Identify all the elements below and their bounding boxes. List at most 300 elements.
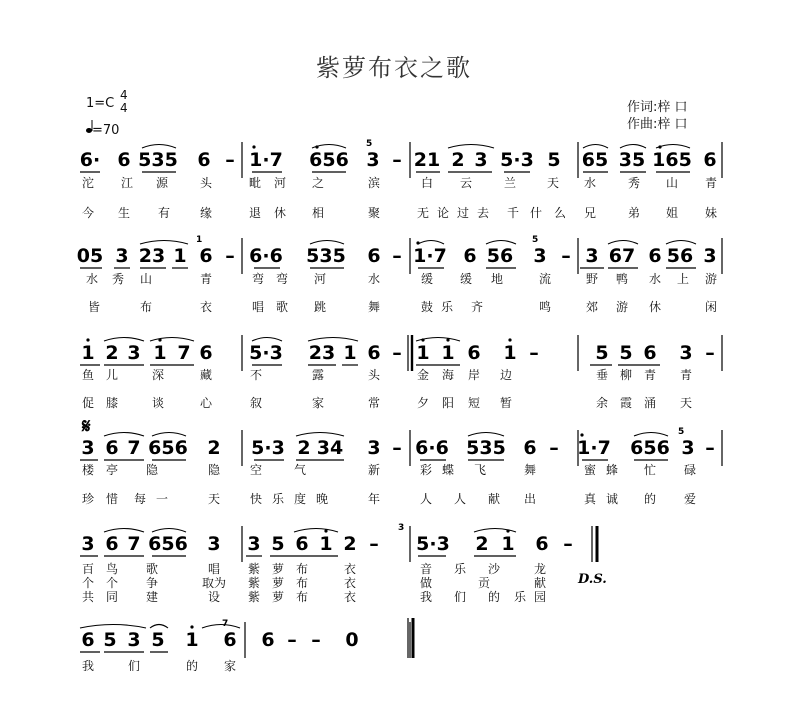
- note-2-11: 1: [416, 342, 430, 364]
- lyric-4-lyrics3-10: 的: [487, 590, 501, 604]
- note-3-12: 6: [523, 437, 537, 459]
- lyric-1-lyrics1-2: 山: [139, 272, 153, 286]
- note-3-11: 535: [466, 437, 506, 459]
- lyric-1-lyrics1-7: 水: [367, 272, 381, 286]
- lyric-1-lyrics1-8: 缓: [420, 272, 434, 286]
- note-0-6: 656: [309, 149, 349, 171]
- note-1-11: 6: [463, 245, 477, 267]
- note-3-0: 3: [81, 437, 95, 459]
- slur-1-4: [608, 241, 638, 245]
- note-2-20: –: [705, 342, 715, 364]
- note-4-0: 3: [81, 533, 95, 555]
- lyric-3-lyrics1-14: 碌: [683, 463, 697, 477]
- note-2-16: 5: [595, 342, 609, 364]
- lyric-4-lyrics3-0: 共: [81, 590, 95, 604]
- dal-segno-marking: D.S.: [578, 572, 607, 587]
- lyric-4-lyrics2-3: 取为: [201, 576, 227, 590]
- note-2-15: –: [529, 342, 539, 364]
- lyric-3-lyrics2-15: 诚: [605, 492, 619, 506]
- lyric-4-lyrics1-0: 百: [81, 562, 95, 576]
- lyric-2-lyrics2-1: 膝: [105, 396, 119, 410]
- lyric-2-lyrics1-8: 海: [441, 368, 455, 382]
- grace-note-2: 5: [532, 235, 539, 245]
- slur-1-0: [140, 241, 188, 245]
- lyric-1-lyrics1-12: 野: [585, 272, 599, 286]
- lyric-3-lyrics2-11: 人: [453, 492, 467, 506]
- lyric-1-lyrics2-14: 闲: [704, 300, 718, 314]
- lyric-1-lyrics2-3: 唱: [251, 300, 265, 314]
- note-0-14: 65: [581, 149, 609, 171]
- note-0-13: 5: [547, 149, 561, 171]
- slur-0-3: [583, 145, 608, 149]
- note-0-5: 1·7: [249, 149, 283, 171]
- note-3-17: –: [705, 437, 715, 459]
- lyric-3-lyrics1-3: 隐: [207, 463, 221, 477]
- note-1-6: 6·6: [249, 245, 283, 267]
- slur-3-2: [296, 433, 344, 437]
- note-5-4: 1: [185, 629, 199, 651]
- lyric-3-lyrics1-12: 蜂: [605, 463, 619, 477]
- note-1-3: 1: [173, 245, 187, 267]
- note-1-12: 56: [486, 245, 514, 267]
- composer-credit: 作曲:梓 口: [627, 117, 688, 132]
- lyric-1-lyrics1-13: 鸭: [615, 272, 629, 286]
- lyric-4-lyrics2-8: 做: [419, 576, 433, 590]
- note-1-4: 6: [199, 245, 213, 267]
- octave-dot-2: [658, 145, 661, 148]
- octave-dot-9: [580, 433, 583, 436]
- note-1-14: –: [561, 245, 571, 267]
- lyric-4-lyrics2-4: 紫: [247, 576, 261, 590]
- song-title: 紫萝布衣之歌: [316, 54, 472, 82]
- octave-dot-5: [158, 338, 161, 341]
- note-0-11: 3: [474, 149, 488, 171]
- lyric-0-lyrics2-4: 退: [248, 206, 262, 220]
- lyric-1-lyrics2-4: 歌: [275, 300, 289, 314]
- lyric-0-lyrics1-14: 山: [665, 176, 679, 190]
- lyric-1-lyrics2-12: 游: [615, 300, 629, 314]
- lyric-0-lyrics1-4: 毗: [248, 176, 262, 190]
- lyric-1-lyrics1-11: 流: [538, 272, 552, 286]
- note-4-13: 1: [501, 533, 515, 555]
- lyric-0-lyrics1-1: 江: [120, 176, 134, 190]
- slur-0-0: [142, 145, 176, 149]
- lyric-2-lyrics2-5: 家: [311, 396, 325, 410]
- lyric-1-lyrics2-13: 休: [648, 300, 662, 314]
- lyric-0-lyrics2-18: 妹: [704, 206, 718, 220]
- lyric-5-lyrics1-2: 的: [185, 659, 199, 673]
- lyric-2-lyrics2-12: 霞: [619, 396, 633, 410]
- slur-1-3: [486, 241, 516, 245]
- lyric-4-lyrics2-7: 衣: [343, 576, 357, 590]
- note-0-12: 5·3: [500, 149, 534, 171]
- lyric-1-lyrics1-14: 水: [648, 272, 662, 286]
- note-5-5: 6: [223, 629, 237, 651]
- note-3-7: 34: [316, 437, 344, 459]
- lyric-2-lyrics1-7: 金: [416, 368, 430, 382]
- segno-symbol: 𝄋: [82, 414, 91, 438]
- lyric-3-lyrics1-5: 气: [293, 463, 307, 477]
- lyric-3-lyrics2-7: 度: [293, 492, 307, 506]
- lyric-3-lyrics1-11: 蜜: [583, 463, 597, 477]
- key-label: 1=C: [86, 96, 115, 111]
- lyric-0-lyrics1-10: 兰: [503, 176, 517, 190]
- grace-note-4: 3: [398, 523, 405, 533]
- lyric-3-lyrics2-16: 的: [643, 492, 657, 506]
- slur-0-4: [620, 145, 646, 149]
- note-5-3: 5: [151, 629, 165, 651]
- lyric-2-lyrics2-7: 夕: [416, 396, 430, 410]
- lyric-3-lyrics1-2: 隐: [145, 463, 159, 477]
- lyric-4-lyrics3-1: 同: [105, 590, 119, 604]
- lyric-4-lyrics2-0: 个: [81, 576, 95, 590]
- lyric-3-lyrics2-13: 出: [523, 492, 537, 506]
- lyric-4-lyrics3-4: 紫: [247, 590, 261, 604]
- slur-2-1: [150, 338, 194, 342]
- note-1-19: 3: [703, 245, 717, 267]
- grace-note-5: 7: [222, 619, 229, 629]
- slur-5-1: [150, 625, 168, 629]
- lyric-4-lyrics3-3: 设: [207, 590, 221, 604]
- note-5-2: 3: [127, 629, 141, 651]
- note-3-15: 656: [630, 437, 670, 459]
- slur-2-2: [252, 338, 282, 342]
- lyric-0-lyrics2-17: 姐: [665, 206, 679, 220]
- octave-dot-3: [416, 241, 419, 244]
- note-4-2: 7: [127, 533, 141, 555]
- lyric-1-lyrics1-3: 青: [199, 272, 213, 286]
- lyric-1-lyrics1-15: 上: [676, 272, 690, 286]
- note-4-15: –: [563, 533, 573, 555]
- lyric-0-lyrics1-2: 源: [155, 176, 169, 190]
- lyric-0-lyrics2-11: 去: [476, 206, 490, 220]
- lyric-3-lyrics2-0: 珍: [81, 492, 95, 506]
- lyric-2-lyrics1-4: 不: [249, 368, 263, 382]
- octave-dot-8: [508, 338, 511, 341]
- lyric-4-lyrics3-5: 萝: [271, 590, 285, 604]
- slur-4-1: [152, 529, 186, 533]
- lyric-1-lyrics1-6: 河: [313, 272, 327, 286]
- lyric-3-lyrics2-2: 每: [133, 492, 147, 506]
- lyric-0-lyrics1-15: 青: [704, 176, 718, 190]
- note-0-1: 6: [117, 149, 131, 171]
- note-4-6: 5: [271, 533, 285, 555]
- slur-5-2: [202, 625, 240, 629]
- lyric-1-lyrics1-9: 缓: [459, 272, 473, 286]
- lyric-3-lyrics1-8: 蝶: [441, 463, 455, 477]
- lyric-0-lyrics2-0: 今: [81, 206, 95, 220]
- time-sig-bottom: 4: [120, 101, 128, 115]
- slur-3-0: [104, 433, 144, 437]
- note-0-8: –: [392, 149, 402, 171]
- slur-1-1: [310, 241, 344, 245]
- slur-2-0: [104, 338, 144, 342]
- lyric-3-lyrics2-3: 一: [155, 492, 169, 506]
- lyric-2-lyrics1-0: 鱼: [81, 368, 95, 382]
- lyric-3-lyrics1-9: 飞: [473, 463, 487, 477]
- grace-note-3: 5: [678, 427, 685, 437]
- lyric-2-lyrics1-10: 边: [499, 368, 513, 382]
- lyric-3-lyrics1-6: 新: [367, 463, 381, 477]
- note-2-17: 5: [619, 342, 633, 364]
- note-2-0: 1: [81, 342, 95, 364]
- note-0-3: 6: [197, 149, 211, 171]
- lyric-0-lyrics2-7: 聚: [367, 206, 381, 220]
- note-1-13: 3: [533, 245, 547, 267]
- lyric-2-lyrics2-14: 天: [679, 396, 693, 410]
- lyric-0-lyrics2-6: 相: [311, 206, 325, 220]
- note-3-3: 656: [148, 437, 188, 459]
- lyric-0-lyrics2-5: 休: [273, 206, 287, 220]
- note-2-2: 3: [127, 342, 141, 364]
- lyric-1-lyrics2-9: 齐: [470, 300, 484, 314]
- lyric-0-lyrics1-7: 滨: [367, 176, 381, 190]
- lyric-2-lyrics2-3: 心: [199, 396, 213, 410]
- note-2-1: 2: [105, 342, 119, 364]
- lyric-2-lyrics2-9: 短: [467, 396, 481, 410]
- lyric-1-lyrics2-0: 皆: [87, 300, 101, 314]
- note-2-8: 1: [343, 342, 357, 364]
- lyric-2-lyrics2-13: 涌: [643, 396, 657, 410]
- lyric-4-lyrics2-10: 献: [533, 576, 547, 590]
- lyric-0-lyrics2-12: 千: [506, 206, 520, 220]
- note-3-5: 5·3: [251, 437, 285, 459]
- lyric-4-lyrics2-2: 争: [145, 576, 159, 590]
- lyric-4-lyrics2-5: 萝: [271, 576, 285, 590]
- lyric-4-lyrics1-3: 唱: [207, 562, 221, 576]
- note-1-18: 56: [666, 245, 694, 267]
- lyric-4-lyrics3-6: 布: [295, 590, 309, 604]
- note-2-19: 3: [679, 342, 693, 364]
- lyric-3-lyrics2-10: 人: [419, 492, 433, 506]
- lyric-0-lyrics2-15: 兄: [583, 206, 597, 220]
- note-1-2: 23: [138, 245, 166, 267]
- note-1-5: –: [225, 245, 235, 267]
- note-4-7: 6: [295, 533, 309, 555]
- lyric-2-lyrics2-6: 常: [367, 396, 381, 410]
- slur-3-1: [152, 433, 186, 437]
- note-5-1: 5: [103, 629, 117, 651]
- note-3-13: –: [549, 437, 559, 459]
- note-0-9: 21: [413, 149, 441, 171]
- lyric-3-lyrics2-1: 惜: [105, 492, 119, 506]
- note-0-17: 6: [703, 149, 717, 171]
- lyric-2-lyrics1-2: 深: [151, 368, 165, 382]
- grace-note-0: 5: [366, 139, 373, 149]
- lyric-1-lyrics2-10: 鸣: [538, 300, 552, 314]
- lyric-0-lyrics2-13: 什: [529, 206, 543, 220]
- lyric-0-lyrics2-2: 有: [157, 206, 171, 220]
- note-4-11: 5·3: [416, 533, 450, 555]
- lyric-0-lyrics1-9: 云: [459, 176, 473, 190]
- lyric-0-lyrics1-11: 天: [546, 176, 560, 190]
- slur-1-2: [418, 241, 444, 245]
- note-2-5: 6: [199, 342, 213, 364]
- lyric-4-lyrics1-11: 龙: [533, 562, 547, 576]
- slur-2-3: [308, 338, 358, 342]
- lyric-2-lyrics1-11: 垂: [595, 368, 609, 382]
- note-4-9: 2: [343, 533, 357, 555]
- lyric-4-lyrics1-9: 乐: [453, 562, 467, 576]
- note-2-12: 1: [441, 342, 455, 364]
- lyric-1-lyrics2-11: 郊: [585, 300, 599, 314]
- lyric-3-lyrics2-8: 晚: [315, 492, 329, 506]
- note-1-15: 3: [585, 245, 599, 267]
- lyric-3-lyrics2-12: 献: [487, 492, 501, 506]
- lyric-0-lyrics2-1: 生: [117, 206, 131, 220]
- lyric-3-lyrics2-9: 年: [367, 492, 381, 506]
- note-2-7: 23: [308, 342, 336, 364]
- note-5-8: –: [311, 629, 321, 651]
- note-5-0: 6: [81, 629, 95, 651]
- note-4-14: 6: [535, 533, 549, 555]
- slur-4-0: [104, 529, 144, 533]
- lyric-4-lyrics3-12: 园: [533, 590, 547, 604]
- note-0-10: 2: [451, 149, 465, 171]
- lyric-3-lyrics2-17: 爱: [683, 492, 697, 506]
- note-1-17: 6: [648, 245, 662, 267]
- slur-4-3: [474, 529, 516, 533]
- note-1-0: 05: [76, 245, 104, 267]
- note-0-0: 6·: [79, 149, 101, 171]
- lyric-2-lyrics2-10: 暂: [499, 396, 513, 410]
- octave-dot-10: [324, 529, 327, 532]
- note-2-3: 1: [153, 342, 167, 364]
- octave-dot-1: [315, 145, 318, 148]
- lyric-4-lyrics1-6: 布: [295, 562, 309, 576]
- note-3-14: 1·7: [577, 437, 611, 459]
- lyric-4-lyrics3-11: 乐: [513, 590, 527, 604]
- lyric-2-lyrics1-12: 柳: [619, 368, 633, 382]
- lyric-0-lyrics2-3: 缘: [199, 206, 213, 220]
- octave-dot-12: [190, 625, 193, 628]
- note-3-1: 6: [105, 437, 119, 459]
- note-5-9: 0: [345, 629, 359, 651]
- note-2-6: 5·3: [249, 342, 283, 364]
- note-3-9: –: [392, 437, 402, 459]
- lyric-3-lyrics1-4: 空: [249, 463, 263, 477]
- lyric-0-lyrics2-16: 弟: [627, 206, 641, 220]
- note-4-12: 2: [475, 533, 489, 555]
- lyric-5-lyrics1-0: 我: [81, 659, 95, 673]
- note-4-4: 3: [207, 533, 221, 555]
- lyric-3-lyrics2-4: 天: [207, 492, 221, 506]
- lyric-4-lyrics1-5: 萝: [271, 562, 285, 576]
- lyric-3-lyrics2-5: 快: [249, 492, 263, 506]
- lyric-2-lyrics1-1: 儿: [105, 368, 119, 382]
- lyric-0-lyrics1-5: 河: [273, 176, 287, 190]
- note-3-6: 2: [297, 437, 311, 459]
- note-3-16: 3: [681, 437, 695, 459]
- note-1-7: 535: [306, 245, 346, 267]
- note-4-5: 3: [247, 533, 261, 555]
- note-2-18: 6: [643, 342, 657, 364]
- note-2-14: 1: [503, 342, 517, 364]
- grace-note-1: 1: [196, 235, 203, 245]
- lyric-4-lyrics3-7: 衣: [343, 590, 357, 604]
- note-5-6: 6: [261, 629, 275, 651]
- lyric-3-lyrics1-7: 彩: [419, 463, 433, 477]
- lyric-5-lyrics1-1: 们: [127, 659, 141, 673]
- lyric-1-lyrics1-0: 水: [85, 272, 99, 286]
- note-2-4: 7: [177, 342, 191, 364]
- slur-0-2: [448, 145, 494, 149]
- lyric-1-lyrics1-10: 地: [490, 272, 504, 286]
- note-0-2: 535: [138, 149, 178, 171]
- lyric-2-lyrics1-9: 岸: [467, 368, 481, 382]
- lyric-4-lyrics1-7: 衣: [343, 562, 357, 576]
- lyric-3-lyrics2-14: 真: [583, 492, 597, 506]
- lyric-0-lyrics2-10: 过: [456, 206, 470, 220]
- slur-1-5: [666, 241, 696, 245]
- lyric-1-lyrics2-7: 鼓: [420, 300, 434, 314]
- lyric-0-lyrics2-14: 么: [553, 206, 567, 220]
- lyric-2-lyrics1-5: 露: [311, 368, 325, 382]
- note-1-10: 1·7: [413, 245, 447, 267]
- note-4-10: –: [369, 533, 379, 555]
- lyric-2-lyrics2-4: 叙: [249, 396, 263, 410]
- slur-5-0: [80, 625, 146, 629]
- note-3-2: 7: [127, 437, 141, 459]
- lyric-0-lyrics2-8: 无: [416, 206, 430, 220]
- note-0-16: 165: [652, 149, 692, 171]
- note-0-15: 35: [618, 149, 646, 171]
- lyric-1-lyrics1-4: 弯: [251, 272, 265, 286]
- note-1-9: –: [392, 245, 402, 267]
- slur-3-4: [634, 433, 668, 437]
- note-2-10: –: [392, 342, 402, 364]
- lyric-3-lyrics1-13: 忙: [643, 463, 657, 477]
- note-1-1: 3: [115, 245, 129, 267]
- lyric-0-lyrics1-13: 秀: [627, 176, 641, 190]
- lyric-2-lyrics2-0: 促: [81, 396, 95, 410]
- lyric-2-lyrics2-11: 余: [595, 396, 609, 410]
- lyric-0-lyrics1-3: 头: [199, 176, 213, 190]
- lyric-1-lyrics1-5: 弯: [275, 272, 289, 286]
- note-1-16: 67: [608, 245, 636, 267]
- lyric-2-lyrics1-3: 藏: [199, 368, 213, 382]
- lyric-1-lyrics1-16: 游: [704, 272, 718, 286]
- note-3-4: 2: [207, 437, 221, 459]
- note-5-7: –: [287, 629, 297, 651]
- tempo-value: =70: [92, 123, 120, 138]
- lyric-0-lyrics1-6: 之: [311, 176, 325, 190]
- lyric-4-lyrics1-8: 音: [419, 562, 433, 576]
- note-4-8: 1: [319, 533, 333, 555]
- lyric-0-lyrics1-0: 沱: [81, 176, 95, 190]
- octave-dot-7: [446, 338, 449, 341]
- note-2-13: 6: [467, 342, 481, 364]
- lyric-1-lyrics1-1: 秀: [111, 272, 125, 286]
- lyric-0-lyrics2-9: 论: [436, 206, 450, 220]
- lyric-4-lyrics2-1: 个: [105, 576, 119, 590]
- lyric-4-lyrics3-9: 们: [453, 590, 467, 604]
- lyric-4-lyrics1-1: 鸟: [105, 562, 119, 576]
- lyric-1-lyrics2-1: 布: [139, 300, 153, 314]
- note-1-8: 6: [367, 245, 381, 267]
- octave-dot-11: [506, 529, 509, 532]
- lyric-4-lyrics2-9: 贡: [477, 576, 491, 590]
- lyric-3-lyrics1-1: 亭: [105, 463, 119, 477]
- lyric-2-lyrics1-13: 青: [643, 368, 657, 382]
- lyric-4-lyrics1-4: 紫: [247, 562, 261, 576]
- lyric-2-lyrics2-2: 谈: [151, 396, 165, 410]
- lyric-2-lyrics2-8: 阳: [441, 396, 455, 410]
- lyric-1-lyrics2-6: 舞: [367, 300, 381, 314]
- lyric-0-lyrics1-8: 白: [420, 176, 434, 190]
- note-3-10: 6·6: [415, 437, 449, 459]
- octave-dot-6: [421, 338, 424, 341]
